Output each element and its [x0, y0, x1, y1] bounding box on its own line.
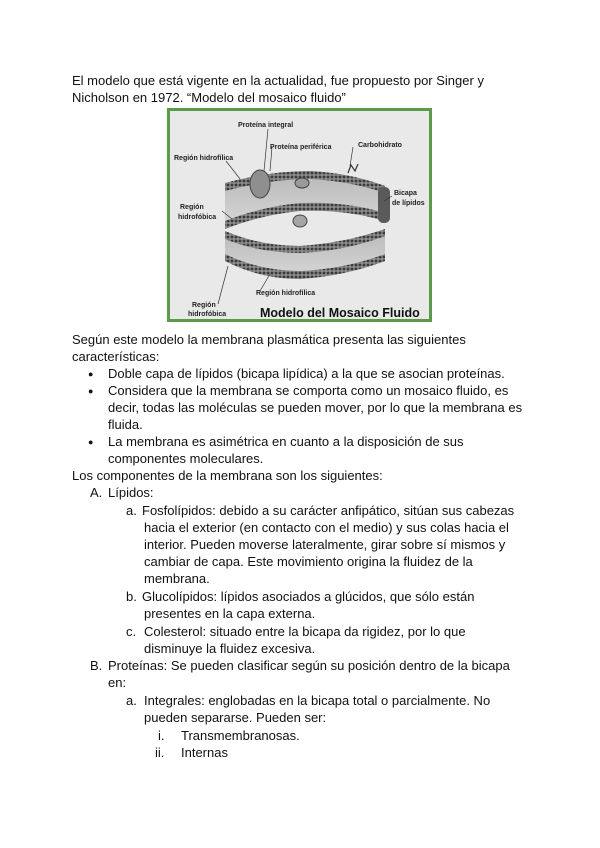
label-peripheral-protein: Proteína periférica	[270, 144, 332, 151]
bullet-marker: ●	[88, 386, 94, 396]
label-hydrophobic-region-top-2: hidrofóbica	[178, 214, 217, 221]
lipid-b-marker: b.	[126, 589, 137, 604]
membrane-illustration	[170, 111, 429, 319]
peripheral-protein-shape	[295, 178, 309, 188]
model-line-2: características:	[72, 349, 160, 364]
label-carbohydrate: Carbohidrato	[358, 142, 402, 149]
carbohydrate-chain	[348, 164, 358, 173]
components-heading: Los componentes de la membrana son los siguientes:	[72, 468, 383, 483]
integral-line-2: pueden separarse. Pueden ser:	[144, 710, 327, 725]
bullet-3-line-2: componentes moleculares.	[108, 451, 264, 466]
bullet-2-line-1: Considera que la membrana se comporta como un mosaico fluido, es	[108, 383, 509, 398]
label-lipid-bilayer-1: Bicapa	[394, 190, 417, 197]
intro-line-1: El modelo que está vigente en la actualidad, fue propuesto por Singer y	[72, 73, 484, 88]
lipid-a-marker: a.	[126, 503, 137, 518]
integral-protein-shape	[250, 170, 270, 198]
label-integral-protein: Proteína integral	[238, 122, 294, 129]
label-lipid-bilayer-2: de lípidos	[392, 200, 425, 207]
subitem-ii-marker: ii.	[155, 745, 165, 760]
bullet-2-line-2: decir, todas las moléculas se pueden mover, por lo que la membrana es	[108, 400, 523, 415]
cholesterol-line-1: Colesterol: situado entre la bicapa da rigidez, por lo que	[144, 624, 466, 639]
label-hydrophilic-region-top: Región hidrofílica	[174, 155, 234, 162]
membrane-figure	[167, 108, 432, 322]
section-a-title: Lípidos:	[108, 485, 154, 500]
phospholipids-line-5: membrana.	[144, 571, 210, 586]
glycolipids-line-2: presentes en la capa externa.	[144, 606, 316, 621]
bullet-3-line-1: La membrana es asimétrica en cuanto a la disposición de sus	[108, 434, 464, 449]
bullet-marker: ●	[88, 437, 94, 447]
bilayer-end-cap	[378, 187, 390, 223]
lipid-c-marker: c.	[126, 624, 137, 639]
phospholipids-line-2: hacia el exterior (en contacto con el medio) y sus colas hacia el	[144, 520, 509, 535]
bullet-marker: ●	[88, 369, 94, 379]
cholesterol-line-2: disminuye la fluidez excesiva.	[144, 641, 316, 656]
subitem-i-marker: i.	[158, 728, 165, 743]
proteins-line-1: Proteínas: Se pueden clasificar según su posición dentro de la bicapa	[108, 658, 510, 673]
transmembrane-item: Transmembranosas.	[181, 728, 300, 743]
internal-item: Internas	[181, 745, 228, 760]
phospholipids-line-4: cambiar de capa. Este movimiento origina la fluidez de la	[144, 554, 473, 569]
phospholipids-line-3: interior. Pueden moverse lateralmente, girar sobre sí mismos y	[144, 537, 506, 552]
label-hydrophobic-region-bottom-2: hidrofóbica	[188, 311, 227, 318]
label-hydrophobic-region-top-1: Región	[180, 204, 204, 211]
bullet-2-line-3: fluida.	[108, 417, 143, 432]
section-a-marker: A.	[90, 485, 103, 500]
protein-a-marker: a.	[126, 693, 137, 708]
model-line-1: Según este modelo la membrana plasmática presenta las siguientes	[72, 332, 466, 347]
proteins-line-2: en:	[108, 675, 127, 690]
internal-protein-shape	[293, 215, 307, 227]
label-hydrophobic-region-bottom-1: Región	[192, 302, 216, 309]
phospholipids-line-1: Fosfolípidos: debido a su carácter anfipático, sitúan sus cabezas	[142, 503, 515, 518]
bullet-1-line-1: Doble capa de lípidos (bicapa lipídica) a la que se asocian proteínas.	[108, 366, 505, 381]
section-b-marker: B.	[90, 658, 103, 673]
glycolipids-line-1: Glucolípidos: lípidos asociados a glúcidos, que sólo están	[142, 589, 475, 604]
integral-line-1: Integrales: englobadas en la bicapa total o parcialmente. No	[144, 693, 491, 708]
intro-line-2: Nicholson en 1972. “Modelo del mosaico fluido”	[72, 90, 346, 105]
label-hydrophilic-region-bottom: Región hidrofílica	[256, 290, 316, 297]
figure-title: Modelo del Mosaico Fluido	[260, 306, 420, 319]
